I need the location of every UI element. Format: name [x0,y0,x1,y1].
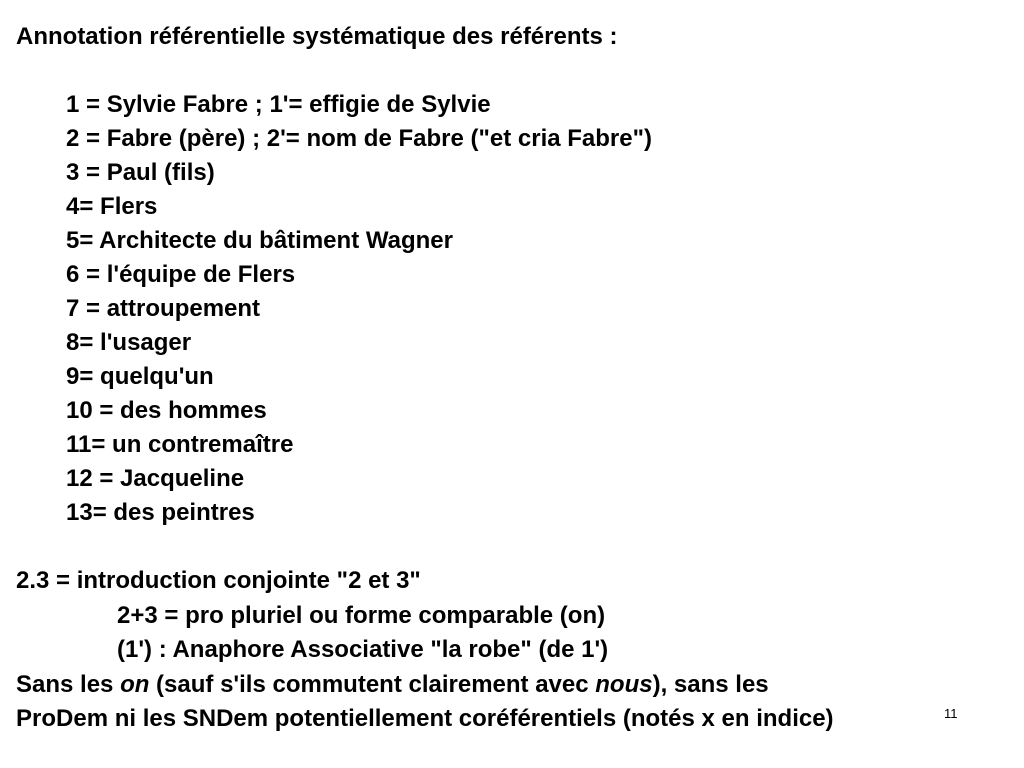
referent-item-3: 3 = Paul (fils) [66,159,215,186]
note-exclusion-part2: (sauf s'ils commutent clairement avec [149,671,596,698]
note-plural: 2+3 = pro pluriel ou forme comparable (on) [117,602,606,629]
note-intro: 2.3 = introduction conjointe "2 et 3" [16,567,421,594]
note-exclusion-part1: Sans les [16,671,121,698]
referent-item-9: 9= quelqu'un [66,363,214,390]
note-exclusion-on: on [120,671,150,698]
referent-item-10: 10 = des hommes [66,397,267,424]
referent-item-5: 5= Architecte du bâtiment Wagner [66,227,453,254]
referent-item-6: 6 = l'équipe de Flers [66,261,296,288]
referent-item-2: 2 = Fabre (père) ; 2'= nom de Fabre ("et cria Fabre") [66,125,652,152]
note-exclusion-part3: ), sans les [652,671,769,698]
referent-item-4: 4= Flers [66,193,158,220]
note-exclusion-nous: nous [595,671,653,698]
referent-item-8: 8= l'usager [66,329,192,356]
note-anaphore: (1') : Anaphore Associative "la robe" (de 1') [117,636,609,663]
referent-item-12: 12 = Jacqueline [66,465,245,492]
referent-item-11: 11= un contremaître [66,431,294,458]
note-exclusion [16,670,769,700]
note-prodem: ProDem ni les SNDem potentiellement coréférentiels (notés x en indice) [16,705,834,732]
referent-item-1: 1 = Sylvie Fabre ; 1'= effigie de Sylvie [66,91,491,118]
page-number: 11 [944,706,958,721]
slide-heading: Annotation référentielle systématique des référents : [16,23,618,50]
referent-item-7: 7 = attroupement [66,295,261,322]
referent-item-13: 13= des peintres [66,499,255,526]
